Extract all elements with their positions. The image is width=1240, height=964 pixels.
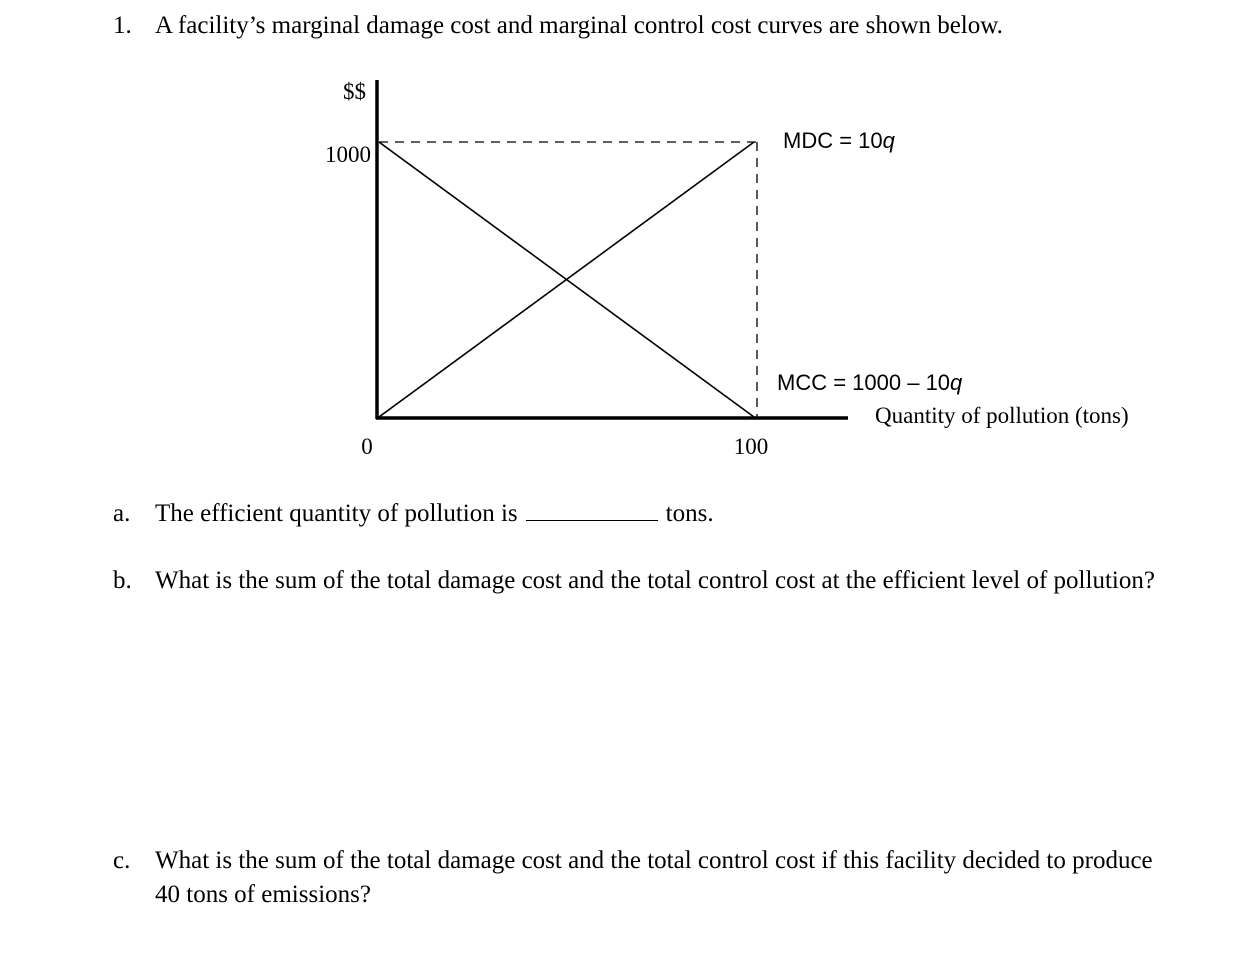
part-b-letter: b. (113, 567, 132, 594)
part-a-text (155, 500, 714, 528)
part-a-letter: a. (113, 500, 131, 527)
part-a-after: tons. (665, 500, 714, 527)
mdc-label: MDC = 10q (783, 128, 895, 153)
y-tick-label: 1000 (325, 142, 371, 167)
x-tick-label-end: 100 (733, 434, 769, 459)
part-c-letter: c. (113, 847, 131, 874)
mcc-label: MCC = 1000 – 10q (777, 370, 963, 395)
answer-blank[interactable] (526, 500, 658, 521)
x-axis-label: Quantity of pollution (tons) (875, 403, 1129, 428)
part-b-text: What is the sum of the total damage cost and the total control cost at the efficient level of pollution? (155, 567, 1155, 594)
part-a-before: The efficient quantity of pollution is (155, 500, 518, 527)
question-prompt: A facility’s marginal damage cost and marginal control cost curves are shown below. (155, 12, 1003, 39)
question-number: 1. (113, 12, 132, 39)
part-c-text: What is the sum of the total damage cost and the total control cost if this facility decided to produce 40 tons of emissions? (155, 847, 1153, 908)
y-axis-label: $$ (343, 79, 366, 104)
x-tick-label-origin: 0 (361, 434, 373, 459)
